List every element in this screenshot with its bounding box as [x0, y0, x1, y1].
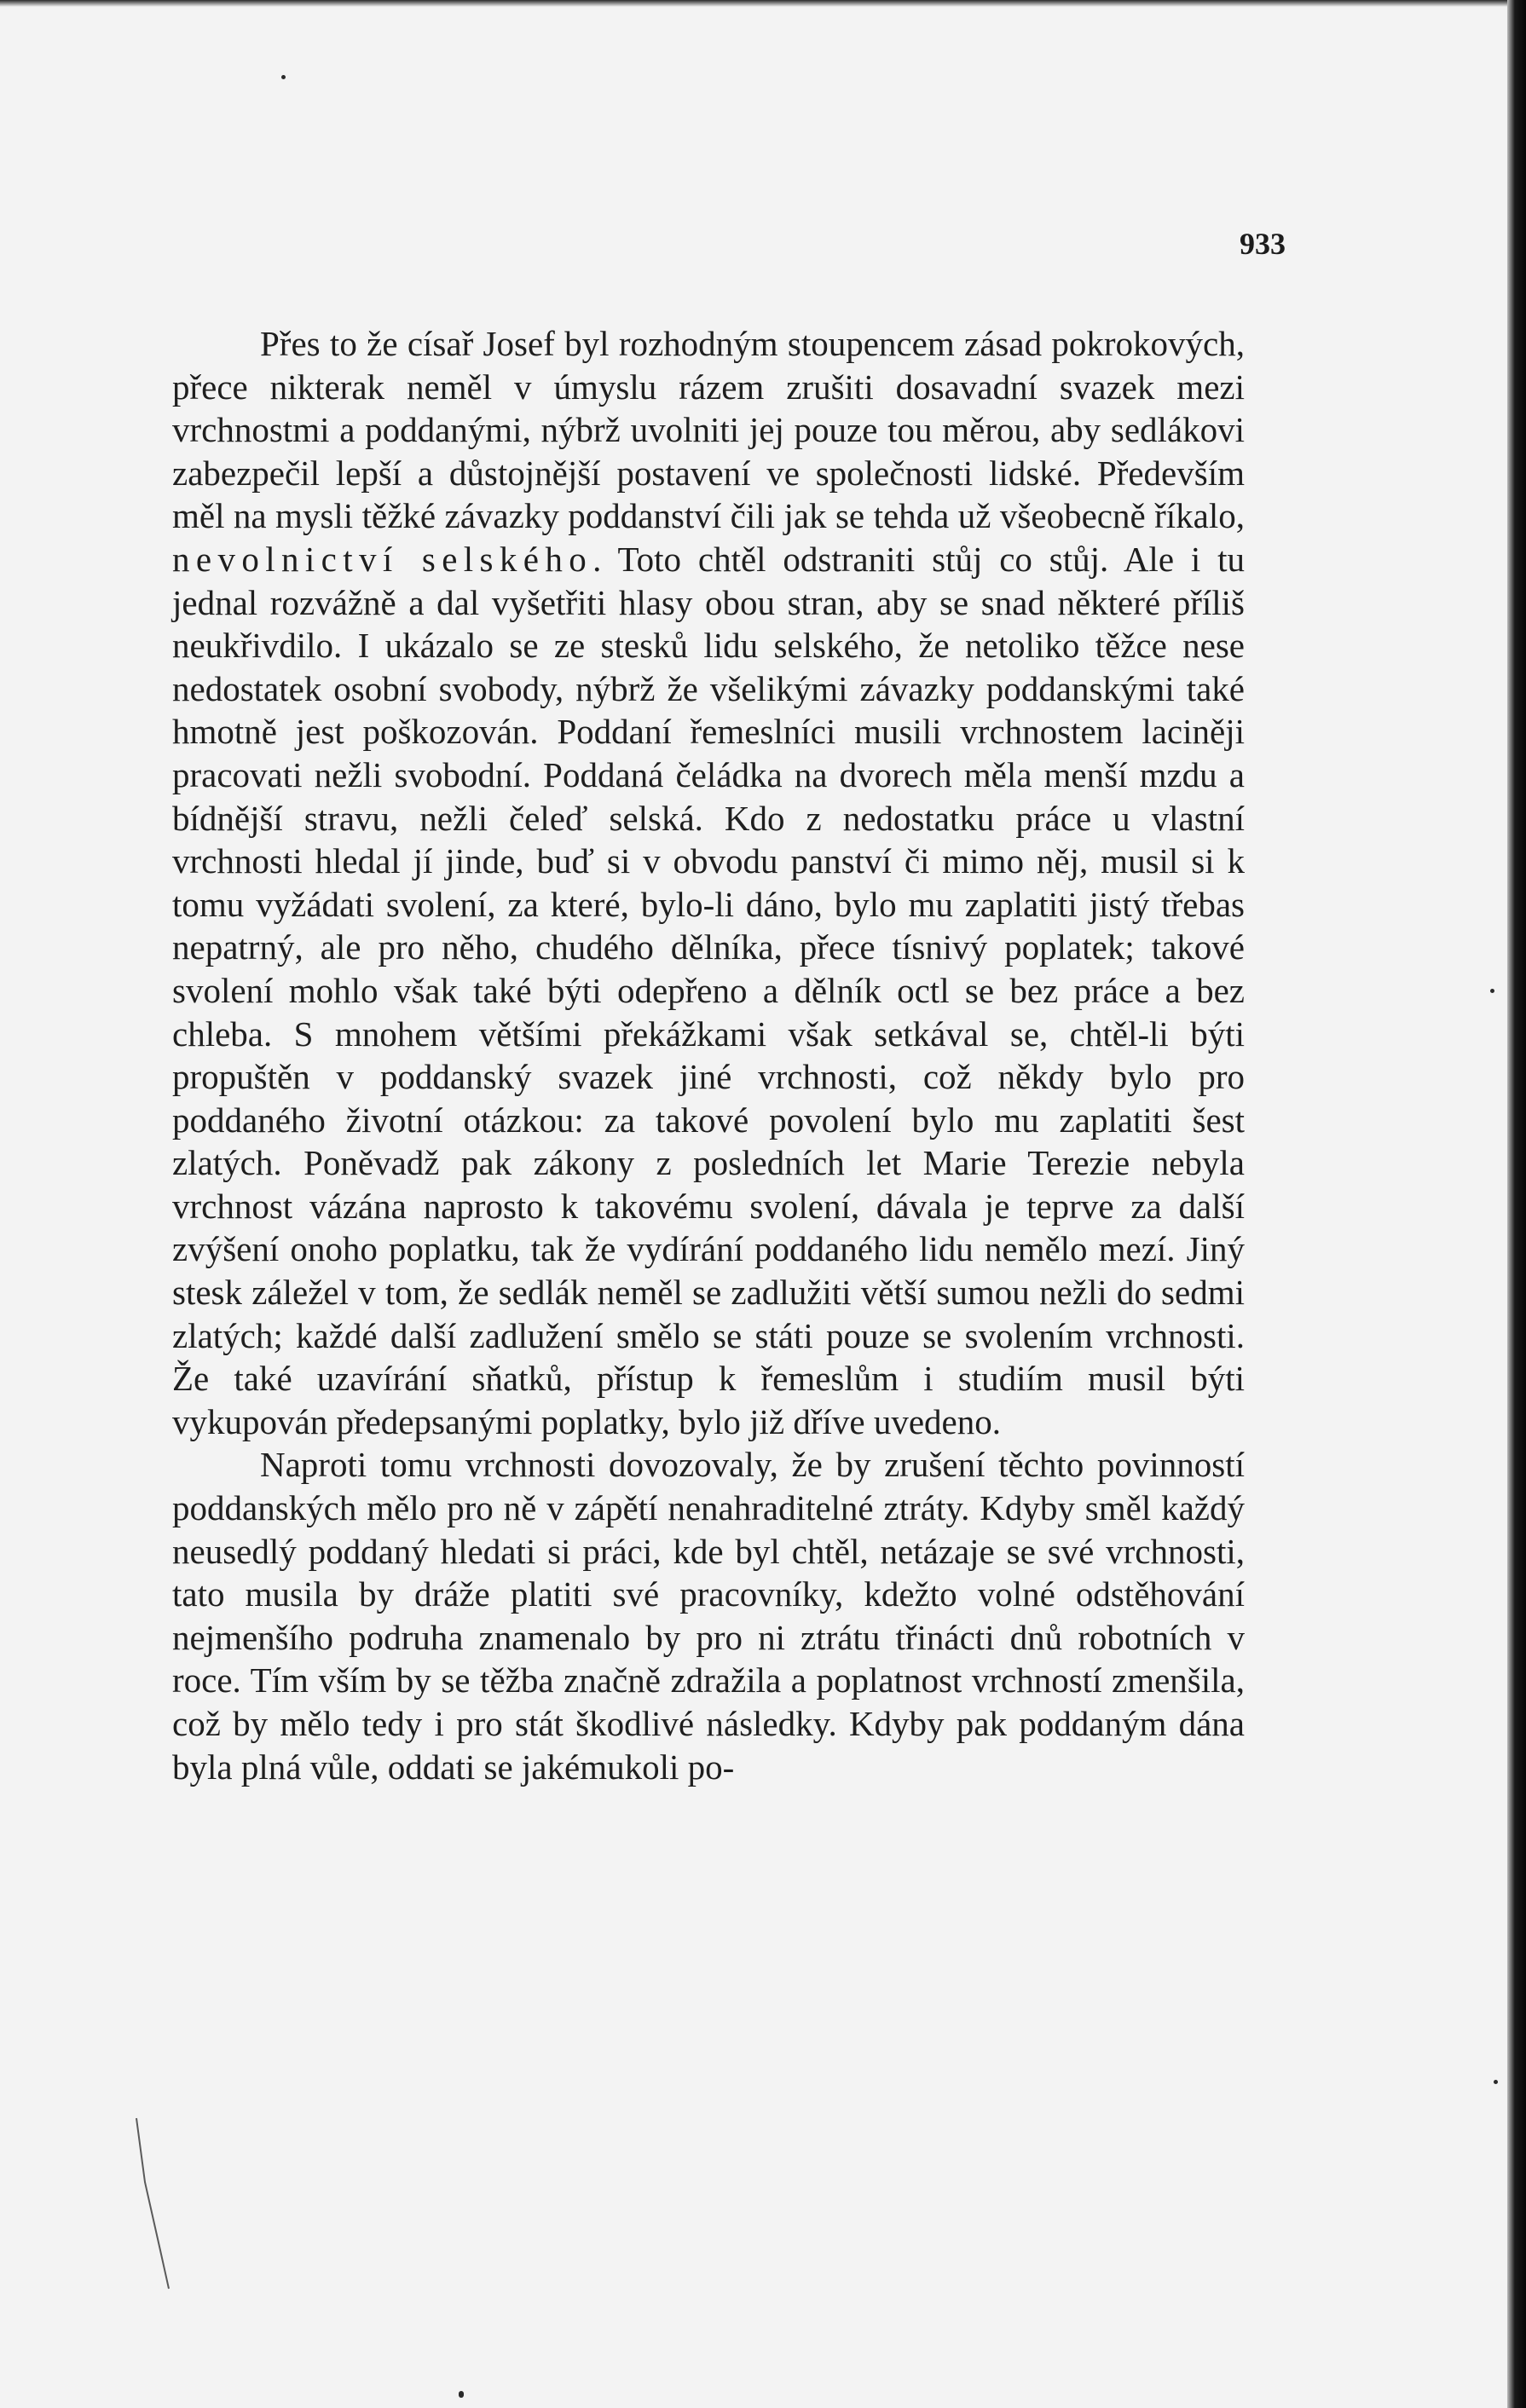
- body-text: [172, 322, 1245, 1788]
- paragraph-1-text: Přes to že císař Josef byl rozhodným stoupencem zásad pokrokových, přece nikterak neměl v úmyslu rázem zrušiti dosavadní svazek mezi vrchnostmi a poddanými, nýbrž uvolniti jej pouze tou měrou, aby sedlákovi zabezpečil lepší a důstojnější postavení ve společnosti lidské. Především měl na mysli těžké závazky poddanství čili jak se tehda už všeobecně říkalo,: [172, 324, 1245, 536]
- paragraph-1-spaced-term: nevolnictví selského: [172, 539, 593, 579]
- paragraph-1-text-continued: . Toto chtěl odstraniti stůj co stůj. Ale i tu jednal rozvážně a dal vyšetřiti hlasy obou stran, aby se snad některé příliš neukřivdilo. I ukázalo se ze stesků lidu selského, že netoliko těžce nese nedostatek osobní svobody, nýbrž že všelikými závazky poddanskými také hmotně jest poškozován. Poddaní řemeslníci musili vrchnostem laciněji pracovati nežli svobodní. Poddaná čeládka na dvorech měla menší mzdu a bídnější stravu, nežli čeleď selská. Kdo z nedostatku práce u vlastní vrchnosti hledal jí jinde, buď si v obvodu panství či mimo něj, musil si k tomu vyžádati svolení, za které, bylo-li dáno, bylo mu zaplatiti jistý třebas nepatrný, ale pro něho, chudého dělníka, přece tísnivý poplatek; takové svolení mohlo však také býti odepřeno a dělník octl se bez práce a bez chleba. S mnohem většími překážkami však setkával se, chtěl-li býti propuštěn v poddanský svazek jiné vrchnosti, což někdy bylo pro poddaného životní otázkou: za takové povolení bylo mu zaplatiti šest zlatých. Poněvadž pak zákony z posledních let Marie Terezie nebyla vrchnost vázána naprosto k takovému svolení, dávala je teprve za další zvýšení onoho poplatku, tak že vydírání poddaného lidu nemělo mezí. Jiný stesk záležel v tom, že sedlák neměl se zadlužiti větší sumou nežli do sedmi zlatých; každé další zadlužení smělo se státi pouze se svolením vrchnosti. Že také uzavírání sňatků, přístup k řemeslům i studiím musil býti vykupován předepsanými poplatky, bylo již dříve uvedeno.: [172, 539, 1245, 1441]
- page-number: 933: [1240, 227, 1286, 261]
- scan-speck: [459, 2391, 464, 2398]
- scan-right-edge: [1507, 0, 1526, 2408]
- scan-top-edge: [0, 0, 1513, 7]
- scan-scratch: [119, 2114, 179, 2293]
- scan-speck: [1494, 2080, 1498, 2084]
- paragraph-2: [172, 1443, 1245, 1788]
- scan-speck: [1490, 989, 1494, 993]
- scan-speck: [281, 75, 286, 79]
- paragraph-1: [172, 322, 1245, 1443]
- paragraph-2-text: Naproti tomu vrchnosti dovozovaly, že by zrušení těchto povinností poddanských mělo pro ně v zápětí nenahraditelné ztráty. Kdyby směl každý neusedlý poddaný hledati si práci, kde byl chtěl, netázaje se své vrchnosti, tato musila by dráže platiti své pracovníky, kdežto volné odstěhování nejmenšího podruha znamenalo by pro ni ztrátu třinácti dnů robotních v roce. Tím vším by se těžba značně zdražila a poplatnost vrchností zmenšila, což by mělo tedy i pro stát škodlivé následky. Kdyby pak poddaným dána byla plná vůle, oddati se jakémukoli po-: [172, 1445, 1245, 1787]
